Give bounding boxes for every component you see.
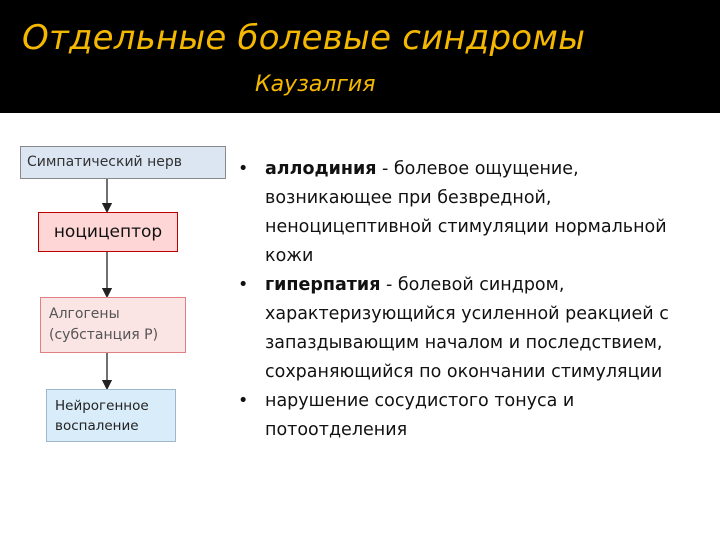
bullet-term-allodynia: аллодиния <box>265 159 377 179</box>
bullet-text-allodynia: - болевое ощущение, возникающее при безвредной, неноцицептивной стимуляции нормальной кожи <box>265 159 667 266</box>
slide-title: Отдельные болевые синдромы <box>22 18 586 58</box>
bullet-term-hyperpathia: гиперпатия <box>265 275 381 295</box>
bullet-item-allodynia <box>238 155 708 271</box>
node-algogens-line2: (субстанция Р) <box>49 327 159 343</box>
node-neurogenic-line1: Нейрогенное <box>55 398 149 414</box>
node-nociceptor-label: ноцицептор <box>53 222 163 242</box>
bullet-text-hyperpathia: - болевой синдром, характеризующийся усиленной реакцией с запаздывающим началом и последствием, сохраняющийся по окончании стимуляции <box>265 275 669 382</box>
bullet-marker: • <box>238 159 249 179</box>
bullet-text-vascular: нарушение сосудистого тонуса и потоотделения <box>265 391 575 440</box>
slide-subtitle: Каузалгия <box>255 72 376 97</box>
bullet-list <box>238 155 708 445</box>
node-neurogenic-line2: воспаление <box>55 418 139 434</box>
bullet-marker: • <box>238 391 249 411</box>
node-sympathetic-nerve <box>20 146 226 179</box>
node-neurogenic-inflammation <box>46 389 176 442</box>
bullet-item-vascular <box>238 387 708 445</box>
node-nociceptor <box>38 212 178 252</box>
node-sympathetic-nerve-label: Симпатический нерв <box>27 154 183 170</box>
node-algogens-line1: Алгогены <box>49 306 120 322</box>
bullet-marker: • <box>238 275 249 295</box>
bullet-item-hyperpathia <box>238 271 708 387</box>
node-algogens <box>40 297 186 353</box>
